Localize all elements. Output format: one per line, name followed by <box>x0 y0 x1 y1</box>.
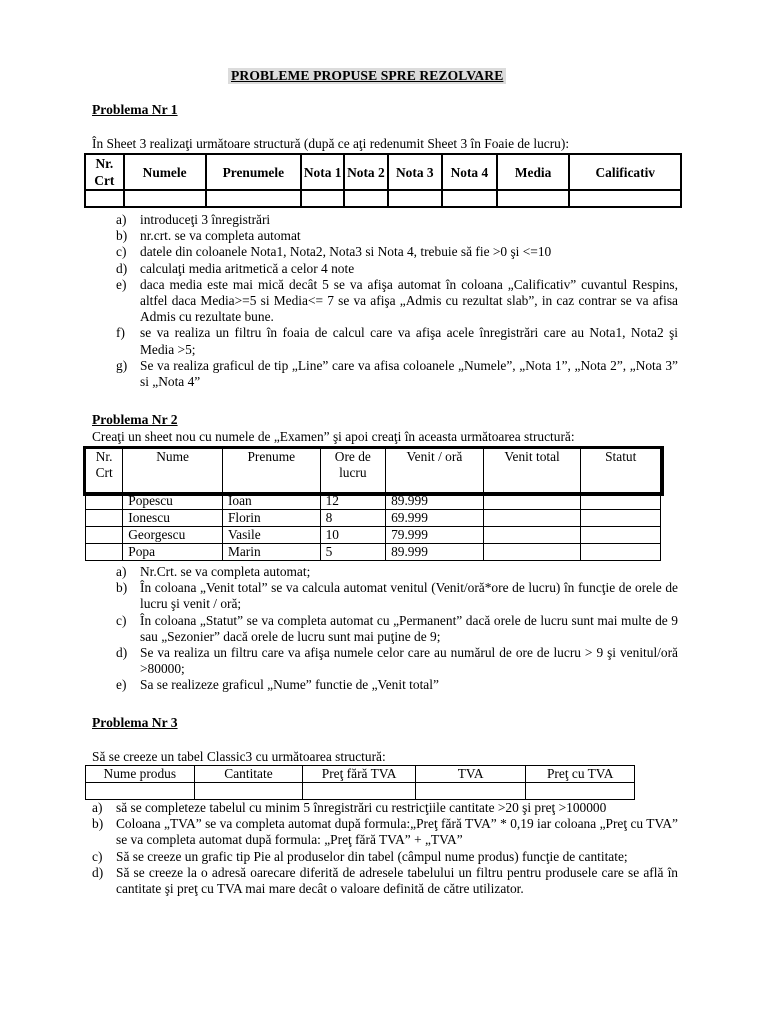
list-item: b) Coloana „TVA” se va completa automat după formula:„Preţ fără TVA” * 0,19 iar coloana „Preţ cu TVA” se va completa automat după formula: „Preţ fără TVA” + „TVA” <box>92 816 678 848</box>
table-row <box>85 190 681 207</box>
list-item: e) daca media este mai mică decât 5 se va afişa automat în coloana „Calificativ” cuvantul Respins, altfel daca Media>=5 si Media<= 7 se va afişa „Admis cu rezultat slab”, in caz contrar se va afisa Admis cu rezultate bune. <box>116 276 678 325</box>
problem-3-heading: Problema Nr 3 <box>92 715 178 730</box>
list-item: a) Nr.Crt. se va completa automat; <box>116 564 311 579</box>
list-item: c) În coloana „Statut” se va completa automat cu „Permanent” dacă orele de lucru sunt mai multe de 9 sau „Sezonier” dacă orele de lucru sunt mai puţine de 9; <box>116 612 678 644</box>
table-row: Ionescu Florin 8 69.999 <box>86 510 661 527</box>
list-item: e) Sa se realizeze graficul „Nume” functie de „Venit total” <box>116 677 439 693</box>
list-item: a) introduceţi 3 înregistrări <box>116 212 271 227</box>
list-item: b) În coloana „Venit total” se va calcula automat venitul (Venit/oră*ore de lucru) în funcţie de orele de lucru şi venit / oră; <box>116 580 678 612</box>
table-header-cell: Nota 2 <box>344 154 387 190</box>
table-header-cell: Nota 1 <box>301 154 344 190</box>
table-row: Popa Marin 5 89.999 <box>86 544 661 561</box>
problem-1-heading: Problema Nr 1 <box>92 102 178 117</box>
page-title: PROBLEME PROPUSE SPRE REZOLVARE <box>228 68 506 84</box>
table-header-cell: Nota 4 <box>442 154 497 190</box>
problem-2-list <box>116 564 678 694</box>
table-header-cell: Nume <box>123 449 223 493</box>
table-row: Popescu Ioan 12 89.999 <box>86 493 661 510</box>
list-item: c) datele din coloanele Nota1, Nota2, Nota3 si Nota 4, trebuie să fie >0 şi <=10 <box>116 244 552 260</box>
table-header-cell: Prenumele <box>206 154 302 190</box>
list-item: b) nr.crt. se va completa automat <box>116 228 301 244</box>
table-header-cell: Nume produs <box>86 766 195 783</box>
list-item: f) se va realiza un filtru în foaia de calcul care va afişa acele înregistrări care au Nota1, Nota2 şi Media >5; <box>116 325 678 357</box>
table-header-cell: Calificativ <box>569 154 681 190</box>
problem-2-table <box>85 448 661 561</box>
table-header-cell: Ore de lucru <box>320 449 385 493</box>
table-header-cell: Cantitate <box>194 766 303 783</box>
table-header-cell: Prenume <box>222 449 320 493</box>
problem-1-intro: În Sheet 3 realizaţi următoare structură (după ce aţi redenumit Sheet 3 în Foaie de lucru): <box>92 136 570 151</box>
table-header-cell: Preţ fără TVA <box>303 766 416 783</box>
list-item: d) calculaţi media aritmetică a celor 4 note <box>116 260 355 276</box>
table-header-cell: Venit / oră <box>386 449 484 493</box>
table-row: Georgescu Vasile 10 79.999 <box>86 527 661 544</box>
list-item: c) Să se creeze un grafic tip Pie al produselor din tabel (câmpul nume produs) funcţie de cantitate; <box>92 848 628 864</box>
table-header-cell: Numele <box>124 154 206 190</box>
list-item: g) Se va realiza graficul de tip „Line” care va afisa coloanele „Numele”, „Nota 1”, „Nota 2”, „Nota 3” si „Nota 4” <box>116 357 678 390</box>
list-item: d) Se va realiza un filtru care va afişa numele celor care au numărul de ore de lucru > 9 şi venitul/oră >80000; <box>116 645 678 677</box>
problem-1-table <box>84 153 682 208</box>
list-item: a) să se completeze tabelul cu minim 5 înregistrări cu restricţiile cantitate >20 şi preţ >100000 <box>92 800 607 815</box>
table-row <box>86 783 635 800</box>
table-header-cell: Statut <box>581 449 661 493</box>
table-header-cell: Nota 3 <box>388 154 443 190</box>
problem-1-list <box>116 212 678 390</box>
list-item: d) Să se creeze la o adresă oarecare diferită de adresele tabelului un filtru pentru produsele care se află în cantitate şi preţ cu TVA mai mare decât o valoare definită de către utilizator. <box>92 864 678 897</box>
table-header-cell: Preţ cu TVA <box>526 766 635 783</box>
problem-3-list <box>92 800 678 897</box>
problem-3-intro: Să se creeze un tabel Classic3 cu următoarea structură: <box>92 749 386 764</box>
table-header-cell: Venit total <box>483 449 581 493</box>
problem-2-heading: Problema Nr 2 <box>92 412 178 427</box>
table-header-cell: TVA <box>415 766 526 783</box>
table-header-cell: Media <box>497 154 570 190</box>
problem-3-table <box>85 765 635 800</box>
table-header-cell: Nr. Crt <box>85 154 124 190</box>
problem-2-intro: Creaţi un sheet nou cu numele de „Examen” şi apoi creaţi în aceasta următoarea structură: <box>92 429 575 444</box>
table-header-cell: Nr. Crt <box>86 449 123 493</box>
